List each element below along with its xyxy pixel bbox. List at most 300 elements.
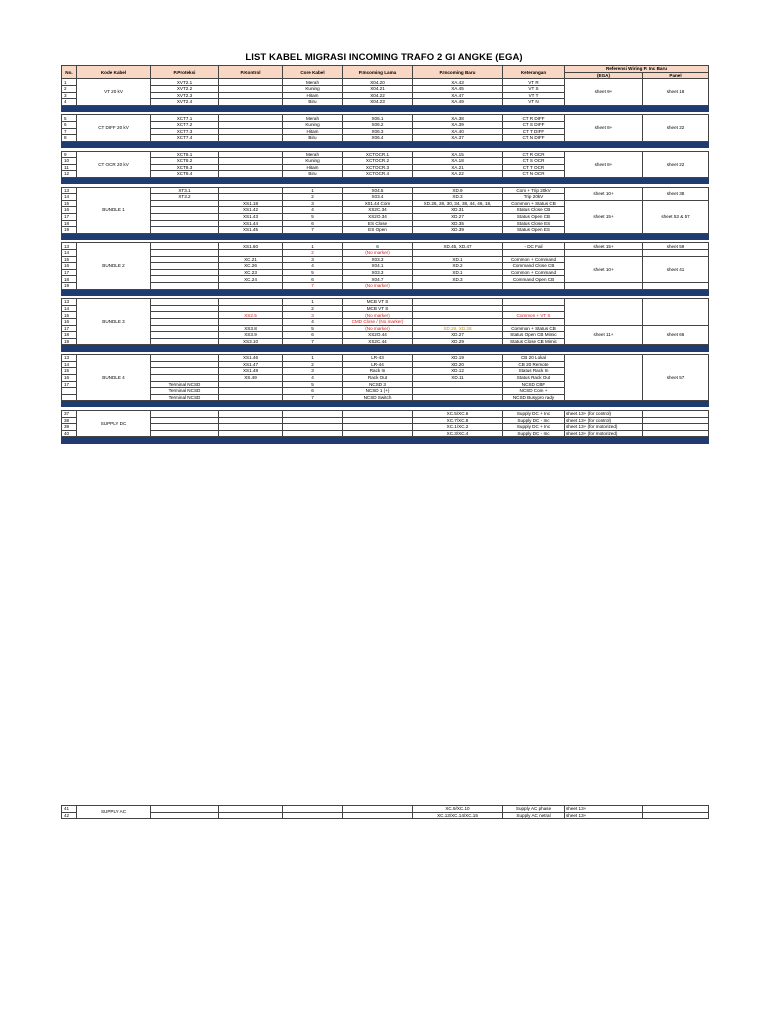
cell-p-kontrol [219, 410, 283, 417]
cell-p-incoming-baru: XD.27 [413, 332, 503, 339]
cell-keterangan [503, 319, 565, 326]
cell-ref-panel: sheet 66 [643, 325, 709, 345]
cell-core-kabel: 1 [283, 355, 343, 362]
table-row [62, 200, 709, 207]
cell-p-proteksi [151, 269, 219, 276]
cell-ref-ega: sheet 13+ (for motorized) [565, 424, 643, 431]
cell-core-kabel: 7 [283, 227, 343, 234]
cell-ref-ega: sheet 10+ [565, 256, 643, 282]
cell-keterangan: Status Rack In [503, 368, 565, 375]
cell-keterangan: Status Close CB [503, 207, 565, 214]
cell-core-kabel: Biru [283, 99, 343, 106]
cell-p-incoming-lama: CMD Close / (No marker) [343, 319, 413, 326]
cell-p-kontrol [219, 305, 283, 312]
separator-cell [413, 437, 503, 443]
cell-no: 15 [62, 368, 77, 375]
separator-cell [643, 437, 709, 443]
cell-p-proteksi [151, 256, 219, 263]
cell-p-proteksi [151, 361, 219, 368]
cell-ref-ega: sheet 15+ [565, 200, 643, 233]
cell-keterangan: Common + Command [503, 269, 565, 276]
cell-p-incoming-lama: (No marker) [343, 283, 413, 290]
cell-no: 10 [62, 158, 77, 165]
cell-p-proteksi: XT3.1 [151, 187, 219, 194]
cell-no: 2 [62, 86, 77, 93]
cell-core-kabel: Kuning [283, 86, 343, 93]
cell-core-kabel: 4 [283, 374, 343, 381]
cell-p-incoming-lama: ES Close [343, 220, 413, 227]
cell-no: 4 [62, 99, 77, 106]
cell-p-incoming-baru: XD.26, 28, 30, 34, 38, 44, 46, 18, [413, 200, 503, 207]
cell-ref-panel: sheet 22 [643, 151, 709, 177]
cell-keterangan: Supply DC - Inc [503, 430, 565, 437]
cell-p-incoming-lama: NCSD 3 [343, 381, 413, 388]
cell-keterangan [503, 299, 565, 306]
cell-keterangan: Supply DC + Inc [503, 410, 565, 417]
cell-keterangan: Com + Trip 20kV [503, 187, 565, 194]
table-row [62, 299, 709, 306]
cell-p-incoming-baru: XC.1/XC.2 [413, 424, 503, 431]
cell-p-kontrol [219, 128, 283, 135]
cell-p-proteksi [151, 430, 219, 437]
cell-p-kontrol [219, 79, 283, 86]
cell-p-incoming-lama: (No marker) [343, 312, 413, 319]
cell-p-incoming-lama: X04.5 [343, 187, 413, 194]
cell-core-kabel: 6 [283, 276, 343, 283]
cell-core-kabel: 2 [283, 194, 343, 201]
cell-core-kabel: 5 [283, 325, 343, 332]
cell-kode-kabel: SUPPLY DC [77, 410, 151, 436]
cell-core-kabel: 6 [283, 332, 343, 339]
cell-p-incoming-lama: XS2O.44 [343, 332, 413, 339]
cell-p-incoming-baru: XA.18 [413, 158, 503, 165]
cell-no [62, 394, 77, 401]
cell-no: 14 [62, 194, 77, 201]
cell-p-kontrol [219, 99, 283, 106]
cell-core-kabel: 1 [283, 187, 343, 194]
cell-p-incoming-baru: XA.39 [413, 122, 503, 129]
cable-list-table [61, 65, 709, 444]
separator-cell [77, 437, 151, 443]
cell-p-proteksi [151, 410, 219, 417]
cell-p-incoming-lama: X04.20 [343, 79, 413, 86]
table-row [62, 417, 709, 424]
cell-ref-panel: sheet 57 [643, 355, 709, 401]
cell-p-proteksi [151, 305, 219, 312]
cell-keterangan: CT S OCR [503, 158, 565, 165]
cell-p-proteksi: XVT2.1 [151, 79, 219, 86]
cell-p-incoming-lama: (No marker) [343, 250, 413, 257]
cell-ref-panel: sheet 41 [643, 256, 709, 282]
cell-p-incoming-lama [343, 410, 413, 417]
cell-p-kontrol [219, 164, 283, 171]
cell-p-incoming-baru: XC.9/XC.10 [413, 806, 503, 813]
cell-core-kabel: 4 [283, 263, 343, 270]
cell-p-kontrol [219, 194, 283, 201]
cell-p-incoming-baru [413, 312, 503, 319]
cell-ref-panel [643, 250, 709, 257]
cell-no: 15 [62, 200, 77, 207]
cell-p-proteksi [151, 263, 219, 270]
cell-p-kontrol [219, 806, 283, 813]
cell-core-kabel [283, 410, 343, 417]
cell-keterangan: Status Close ES [503, 220, 565, 227]
cell-p-proteksi [151, 332, 219, 339]
cell-core-kabel: 3 [283, 256, 343, 263]
cell-p-incoming-lama: X04.23 [343, 99, 413, 106]
cell-core-kabel: 6 [283, 220, 343, 227]
supply-ac-body [62, 806, 709, 819]
cell-p-proteksi [151, 207, 219, 214]
cell-p-kontrol [219, 115, 283, 122]
cell-p-incoming-baru: XD.1 [413, 269, 503, 276]
cell-p-incoming-baru: XD.39 [413, 227, 503, 234]
table-row [62, 250, 709, 257]
cell-p-kontrol [219, 381, 283, 388]
cell-kode-kabel: BUNDLE 2 [77, 243, 151, 289]
cell-no: 19 [62, 338, 77, 345]
cell-p-incoming-baru [413, 283, 503, 290]
cell-p-kontrol: XS1.47 [219, 361, 283, 368]
supply-ac-table [61, 805, 709, 819]
cell-no: 41 [62, 806, 77, 813]
cell-keterangan: NCSD Busypro rady [503, 394, 565, 401]
cell-p-incoming-baru: XC.5/XC.6 [413, 410, 503, 417]
cell-p-incoming-baru: XA.43 [413, 79, 503, 86]
separator-cell [62, 437, 77, 443]
cell-keterangan: NCSD Com + [503, 388, 565, 395]
cell-core-kabel: Biru [283, 171, 343, 178]
cell-p-incoming-baru [413, 299, 503, 306]
cell-p-incoming-lama: MCB VT S [343, 305, 413, 312]
cell-p-incoming-lama: LR-44 [343, 361, 413, 368]
cell-ref-ega: sheet 13+ [565, 812, 643, 819]
cell-no: 38 [62, 417, 77, 424]
cell-no: 17 [62, 325, 77, 332]
cell-p-proteksi: Terminal NCSD [151, 381, 219, 388]
cell-p-proteksi: XCT7.4 [151, 135, 219, 142]
cell-p-incoming-baru: XD.3 [413, 194, 503, 201]
cell-ref-panel [643, 806, 709, 813]
cell-p-kontrol [219, 86, 283, 93]
cell-keterangan: CT N DIFF [503, 135, 565, 142]
header-p-incoming-baru: P.Incoming Baru [413, 66, 503, 79]
cell-keterangan: NCSD CBF [503, 381, 565, 388]
cell-p-incoming-lama: NCSD Switch [343, 394, 413, 401]
cell-ref-ega: sheet 11+ [565, 325, 643, 345]
cell-keterangan: Supply AC phase [503, 806, 565, 813]
cell-ref-ega [565, 355, 643, 401]
separator-cell [283, 437, 343, 443]
cell-p-kontrol: XS1.18 [219, 200, 283, 207]
cell-p-incoming-lama: X04.22 [343, 92, 413, 99]
cell-no: 14 [62, 361, 77, 368]
cell-no: 39 [62, 424, 77, 431]
cell-p-proteksi [151, 312, 219, 319]
sheet-title: LIST KABEL MIGRASI INCOMING TRAFO 2 GI ANGKE (EGA) [245, 52, 523, 63]
cell-keterangan: Supply AC netral [503, 812, 565, 819]
cell-core-kabel: Kuning [283, 122, 343, 129]
cell-p-incoming-baru: XD.35 [413, 220, 503, 227]
cell-core-kabel: 7 [283, 394, 343, 401]
cell-core-kabel [283, 417, 343, 424]
cell-core-kabel: 1 [283, 299, 343, 306]
cell-p-incoming-baru: XA.47 [413, 92, 503, 99]
cell-no: 13 [62, 243, 77, 250]
cell-no: 6 [62, 122, 77, 129]
cell-keterangan: Common + Status CB [503, 325, 565, 332]
table-row [62, 187, 709, 194]
cell-p-kontrol [219, 299, 283, 306]
cell-p-incoming-lama: LR-43 [343, 355, 413, 362]
cell-ref-ega: sheet 13+ (for motorized) [565, 430, 643, 437]
cell-p-incoming-baru: XD.45, XD.47 [413, 243, 503, 250]
cell-keterangan: Status Close CB Mimic [503, 338, 565, 345]
cell-p-incoming-lama: X06.3 [343, 128, 413, 135]
cell-p-kontrol: XS1.43 [219, 213, 283, 220]
cell-keterangan: Supply DC + Inc [503, 424, 565, 431]
table-row [62, 812, 709, 819]
cell-p-proteksi [151, 276, 219, 283]
table-row [62, 243, 709, 250]
cell-p-proteksi: XCT7.3 [151, 128, 219, 135]
cell-p-incoming-baru [413, 319, 503, 326]
cell-p-incoming-lama: XS2C.34 [343, 207, 413, 214]
cell-p-incoming-lama: XS2O.34 [343, 213, 413, 220]
cell-keterangan: VT R [503, 79, 565, 86]
cell-ref-ega: sheet 13+ [565, 806, 643, 813]
cell-keterangan [503, 305, 565, 312]
cell-p-kontrol: XC.21 [219, 256, 283, 263]
cell-p-incoming-lama: 6 [343, 243, 413, 250]
cell-keterangan: CB 20 Remote [503, 361, 565, 368]
cell-p-proteksi [151, 338, 219, 345]
cell-no: 9 [62, 151, 77, 158]
cell-p-incoming-lama: X03.4 [343, 194, 413, 201]
cell-keterangan: Common + Command [503, 256, 565, 263]
cell-no: 17 [62, 269, 77, 276]
cell-ref-ega: sheet 10+ [565, 187, 643, 200]
cell-p-incoming-baru: XC.3/XC.4 [413, 430, 503, 437]
cell-kode-kabel: CT OCR 20 kV [77, 151, 151, 177]
cell-ref-ega: sheet 13+ (for control) [565, 410, 643, 417]
cell-core-kabel: Merah [283, 115, 343, 122]
cell-keterangan: Status Open CB Mimic [503, 332, 565, 339]
cell-no: 14 [62, 305, 77, 312]
cell-ref-ega: sheet 8+ [565, 115, 643, 141]
cell-core-kabel: 3 [283, 200, 343, 207]
cell-p-kontrol [219, 812, 283, 819]
cell-p-proteksi [151, 374, 219, 381]
cell-p-incoming-baru: XD.29 [413, 338, 503, 345]
cell-p-kontrol [219, 250, 283, 257]
cell-no: 8 [62, 135, 77, 142]
table-row [62, 806, 709, 813]
cell-no: 18 [62, 220, 77, 227]
cell-core-kabel: Merah [283, 151, 343, 158]
cell-kode-kabel: BUNDLE 3 [77, 299, 151, 345]
cell-core-kabel: 3 [283, 312, 343, 319]
cell-ref-panel: sheet 59 [643, 243, 709, 250]
cell-core-kabel: 5 [283, 213, 343, 220]
cell-ref-panel: sheet 22 [643, 115, 709, 141]
cell-no: 16 [62, 207, 77, 214]
cell-p-proteksi: XCT7.2 [151, 122, 219, 129]
cell-kode-kabel: CT DIFF 20 kV [77, 115, 151, 141]
cell-p-kontrol: XS3.9 [219, 332, 283, 339]
cell-no: 19 [62, 283, 77, 290]
cell-p-proteksi [151, 368, 219, 375]
header-kode-kabel: Kode Kabel [77, 66, 151, 79]
cell-core-kabel: 1 [283, 243, 343, 250]
cell-p-kontrol [219, 394, 283, 401]
cell-p-kontrol: XS1.48 [219, 368, 283, 375]
cell-core-kabel: 2 [283, 250, 343, 257]
cell-keterangan: Common + VT S [503, 312, 565, 319]
cell-ref-panel [643, 430, 709, 437]
cell-p-incoming-lama: (No marker) [343, 325, 413, 332]
table-row [62, 410, 709, 417]
cell-keterangan: CT S DIFF [503, 122, 565, 129]
cell-p-incoming-lama: X04.7 [343, 276, 413, 283]
cell-p-incoming-baru [413, 381, 503, 388]
cell-keterangan: Status Rack Out [503, 374, 565, 381]
table-row [62, 256, 709, 263]
cell-core-kabel [283, 424, 343, 431]
cell-p-proteksi: XCT8.2 [151, 158, 219, 165]
cell-ref-ega: sheet 9+ [565, 79, 643, 105]
cell-p-incoming-lama: X06.4 [343, 135, 413, 142]
cell-core-kabel [283, 812, 343, 819]
cell-core-kabel: Hitam [283, 92, 343, 99]
table-row [62, 325, 709, 332]
cell-p-proteksi [151, 250, 219, 257]
cell-p-kontrol [219, 158, 283, 165]
cell-core-kabel: Biru [283, 135, 343, 142]
cell-p-kontrol: XS1.44 [219, 220, 283, 227]
cell-no: 13 [62, 299, 77, 306]
cell-no: 15 [62, 312, 77, 319]
cell-core-kabel [283, 430, 343, 437]
cell-ref-panel [643, 283, 709, 290]
cell-keterangan [503, 250, 565, 257]
cell-p-kontrol [219, 122, 283, 129]
cell-no: 3 [62, 92, 77, 99]
cell-p-incoming-lama: Rack In [343, 368, 413, 375]
cell-p-incoming-baru: XC.13/XC.14/XC.15 [413, 812, 503, 819]
cell-p-proteksi [151, 417, 219, 424]
cell-p-incoming-lama [343, 424, 413, 431]
cell-core-kabel [283, 806, 343, 813]
cell-p-proteksi [151, 243, 219, 250]
cell-p-incoming-lama [343, 430, 413, 437]
cell-keterangan [503, 283, 565, 290]
cell-p-incoming-lama: Rack Out [343, 374, 413, 381]
cell-core-kabel: 4 [283, 207, 343, 214]
cell-core-kabel: Kuning [283, 158, 343, 165]
cell-p-incoming-baru: XA.38 [413, 115, 503, 122]
header-referensi: Referensi Wiring P. Inc Baru [565, 66, 709, 73]
header-p-incoming-lama: P.Incoming Lama [343, 66, 413, 79]
cell-p-proteksi [151, 299, 219, 306]
cell-p-proteksi [151, 220, 219, 227]
header-core-kabel: Core Kabel [283, 66, 343, 79]
table-row [62, 430, 709, 437]
cell-keterangan: VT T [503, 92, 565, 99]
cell-p-kontrol [219, 417, 283, 424]
cell-keterangan: CT N OCR [503, 171, 565, 178]
cell-keterangan: VT N [503, 99, 565, 106]
cell-p-proteksi [151, 283, 219, 290]
cell-no: 12 [62, 171, 77, 178]
cell-p-incoming-lama: NCSD 1 (+) [343, 388, 413, 395]
cell-ref-ega [565, 299, 643, 325]
cell-p-incoming-baru: XD.11 [413, 374, 503, 381]
header-no: No. [62, 66, 77, 79]
cable-list-body [62, 79, 709, 443]
cell-ref-panel: sheet 18 [643, 79, 709, 105]
cell-no: 14 [62, 250, 77, 257]
cell-no: 11 [62, 164, 77, 171]
cell-p-kontrol: XS1.45 [219, 227, 283, 234]
cell-p-incoming-lama: X06.2 [343, 122, 413, 129]
cell-no: 13 [62, 187, 77, 194]
cell-kode-kabel: SUPPLY AC [77, 806, 151, 819]
table-row [62, 115, 709, 122]
cell-no: 16 [62, 263, 77, 270]
cell-p-incoming-baru: XD.12 [413, 368, 503, 375]
cell-p-incoming-lama: X03.3 [343, 269, 413, 276]
cell-core-kabel: 7 [283, 338, 343, 345]
cell-ref-panel [643, 410, 709, 417]
cell-kode-kabel: VT 20 kV [77, 79, 151, 105]
cell-p-proteksi: XVT2.2 [151, 86, 219, 93]
cell-p-incoming-baru: XA.21 [413, 164, 503, 171]
cell-p-proteksi [151, 325, 219, 332]
cell-p-kontrol [219, 319, 283, 326]
cell-p-incoming-lama: ES Open [343, 227, 413, 234]
cell-ref-ega: sheet 13+ (for control) [565, 417, 643, 424]
cell-core-kabel: 5 [283, 381, 343, 388]
cell-p-incoming-lama: X01.44 Com [343, 200, 413, 207]
cell-p-incoming-baru: XD.20 [413, 361, 503, 368]
cell-p-incoming-lama: X06.1 [343, 115, 413, 122]
cell-core-kabel: 6 [283, 388, 343, 395]
cell-keterangan: Status Open ES [503, 227, 565, 234]
table-row [62, 283, 709, 290]
header-keterangan: Keterangan [503, 66, 565, 79]
cell-keterangan: Status Open CB [503, 213, 565, 220]
cell-p-incoming-lama [343, 806, 413, 813]
separator-cell [343, 437, 413, 443]
cell-ref-ega: sheet 8+ [565, 151, 643, 177]
cell-p-incoming-baru: XA.22 [413, 171, 503, 178]
cell-p-kontrol [219, 151, 283, 158]
cell-ref-panel [643, 812, 709, 819]
cell-p-kontrol [219, 171, 283, 178]
cell-p-proteksi: XCT8.4 [151, 171, 219, 178]
cell-ref-panel: sheet 38 [643, 187, 709, 200]
cell-p-kontrol [219, 92, 283, 99]
cell-keterangan: Command Open CB [503, 276, 565, 283]
cell-p-incoming-baru: XA.37 [413, 135, 503, 142]
header-ega: (EGA) [565, 73, 643, 79]
cell-p-kontrol [219, 424, 283, 431]
cell-p-incoming-baru [413, 250, 503, 257]
cell-keterangan: - DC Fail [503, 243, 565, 250]
header-panel: Panel [643, 73, 709, 79]
cell-no: 5 [62, 115, 77, 122]
